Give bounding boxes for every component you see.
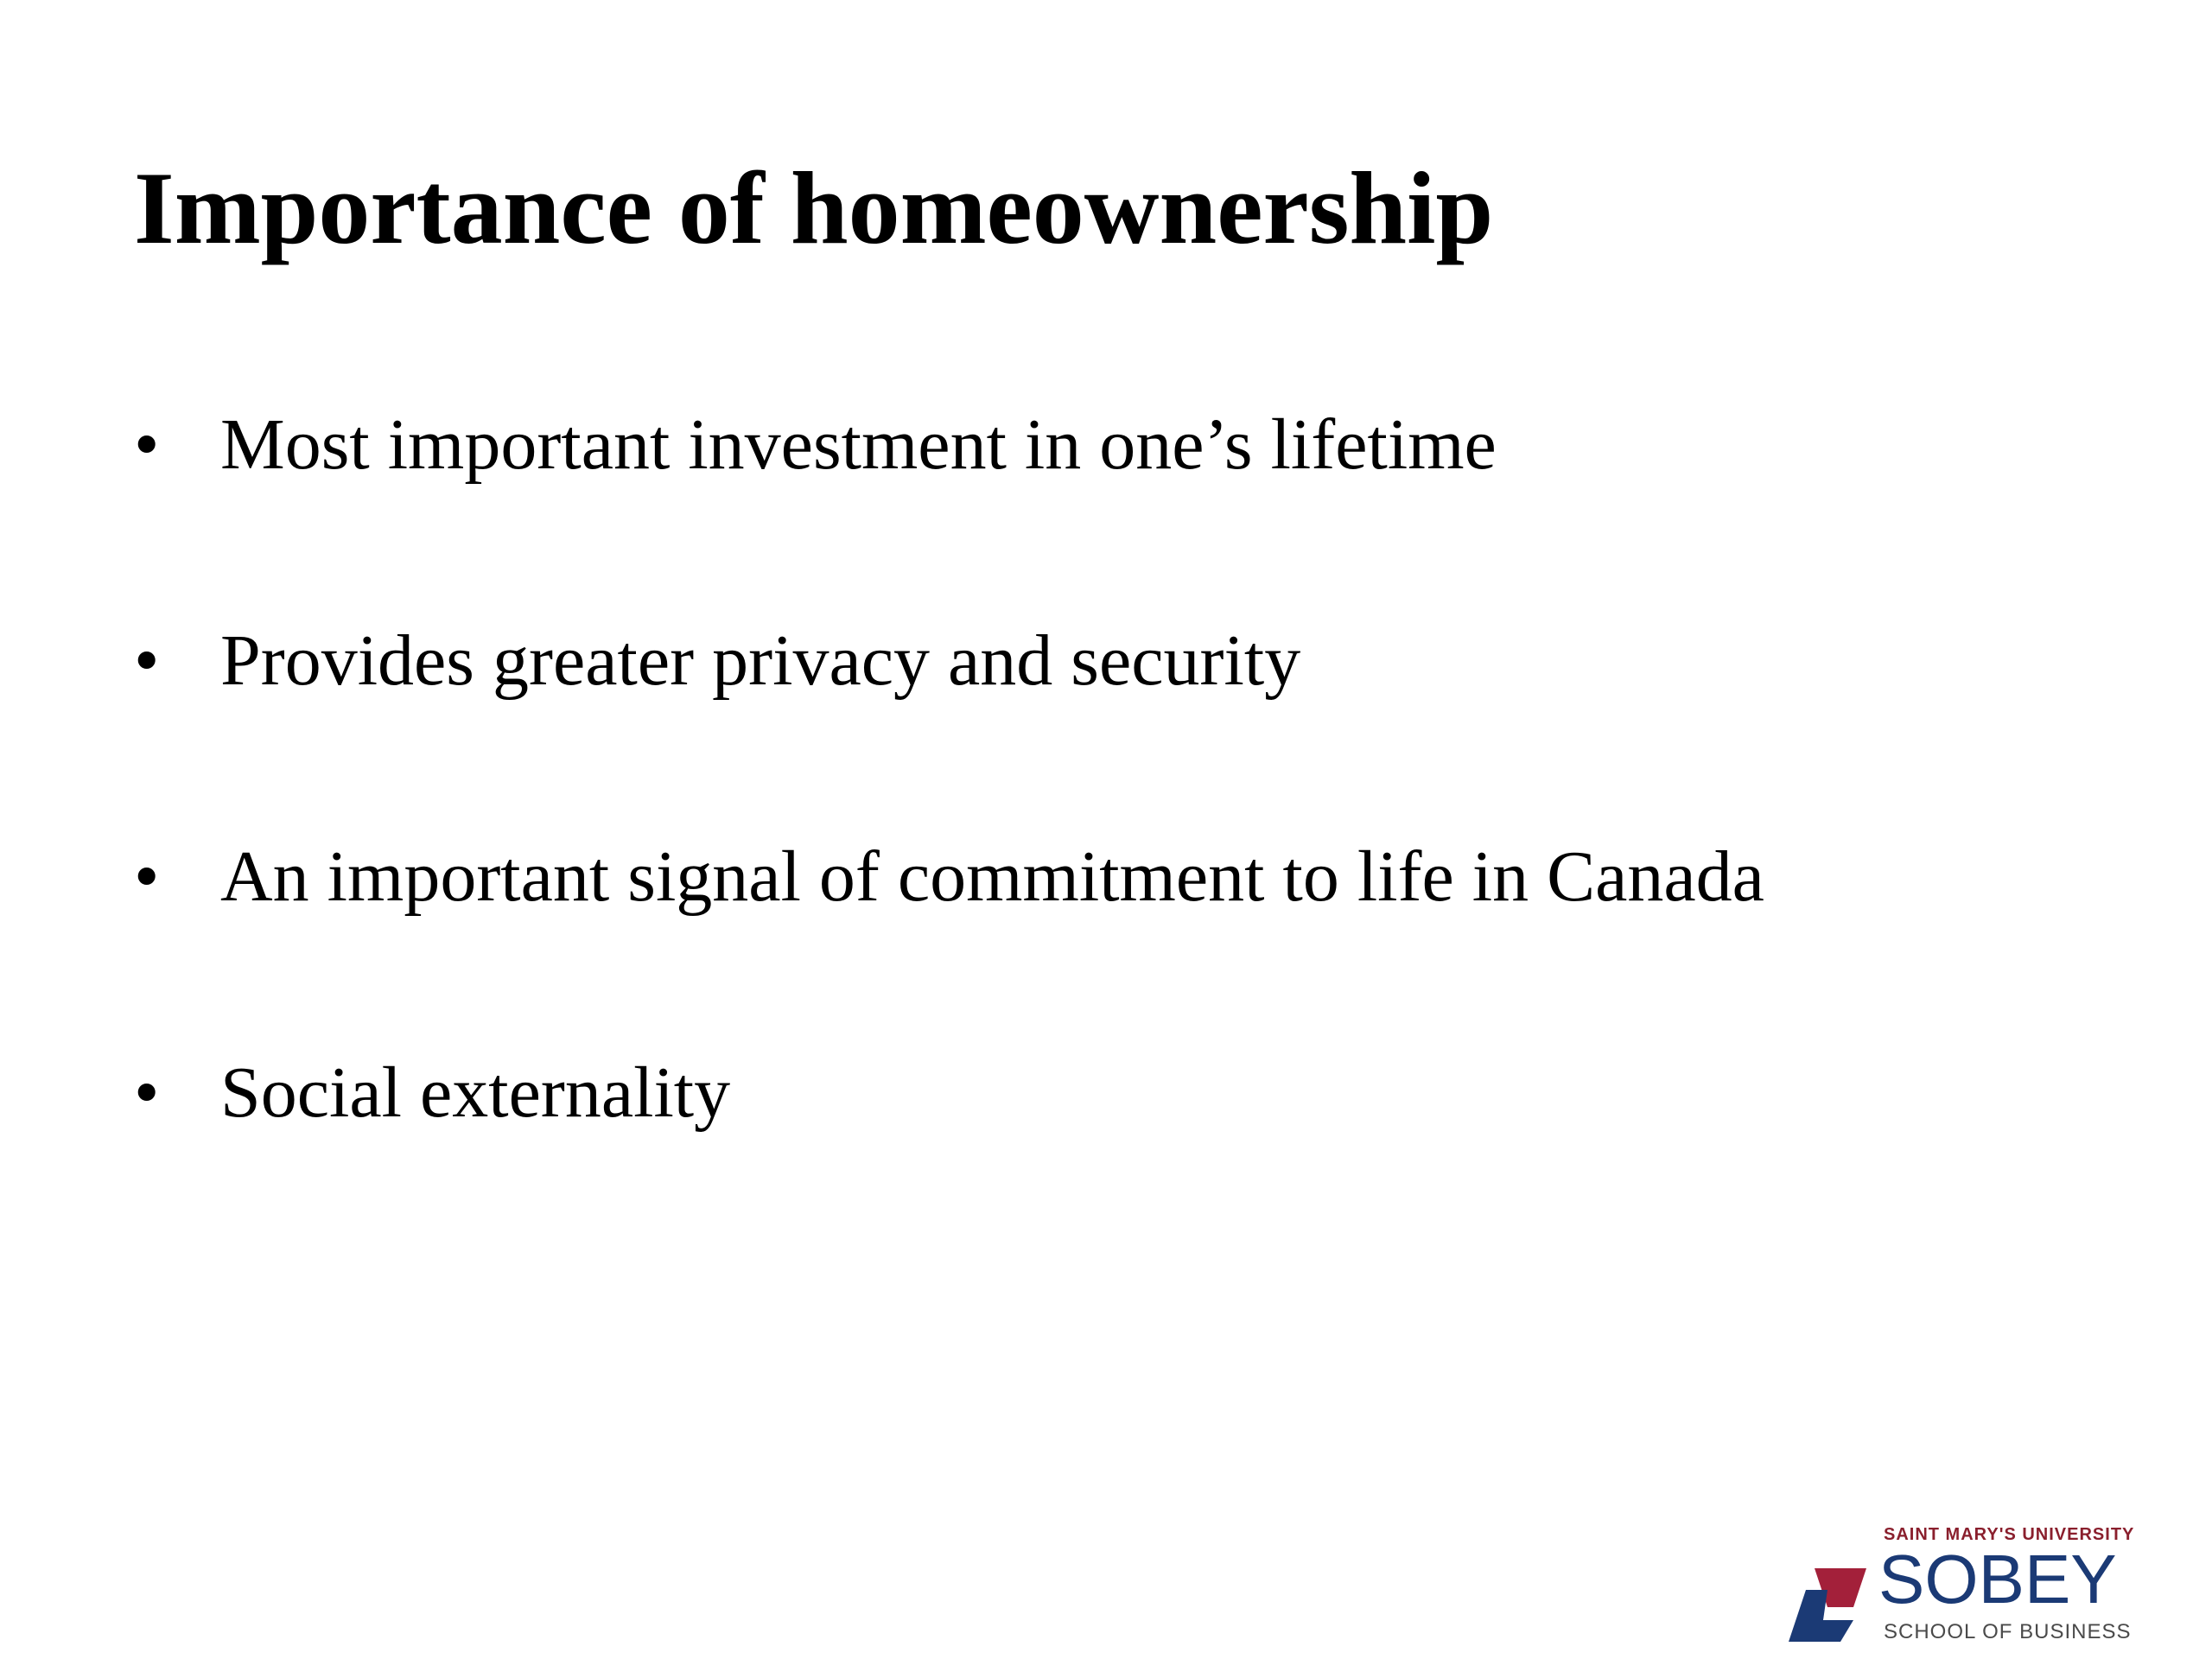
bullet-marker: • — [134, 620, 160, 701]
bullet-marker: • — [134, 1052, 160, 1133]
bullet-text: Social externality — [220, 1052, 731, 1133]
bullet-list — [134, 402, 1764, 1266]
logo-school-text: SCHOOL OF BUSINESS — [1884, 1620, 2132, 1643]
bullet-text: Provides greater privacy and security — [220, 620, 1301, 701]
slide-title: Importance of homeownership — [134, 150, 1494, 265]
bullet-text: Most important investment in one’s lifetime — [220, 404, 1497, 485]
bullet-marker: • — [134, 836, 160, 917]
bullet-item — [134, 402, 1764, 618]
bullet-marker: • — [134, 404, 160, 485]
bullet-item — [134, 618, 1764, 834]
logo-university-text: SAINT MARY'S UNIVERSITY — [1884, 1525, 2135, 1544]
bullet-item — [134, 1050, 1764, 1266]
sobey-logo — [1789, 1525, 2134, 1646]
sobey-mark-icon — [1789, 1560, 1866, 1646]
bullet-text: An important signal of commitment to life in Canada — [220, 836, 1764, 917]
logo-name-text: SOBEY — [1878, 1541, 2117, 1618]
bullet-item — [134, 834, 1764, 1050]
